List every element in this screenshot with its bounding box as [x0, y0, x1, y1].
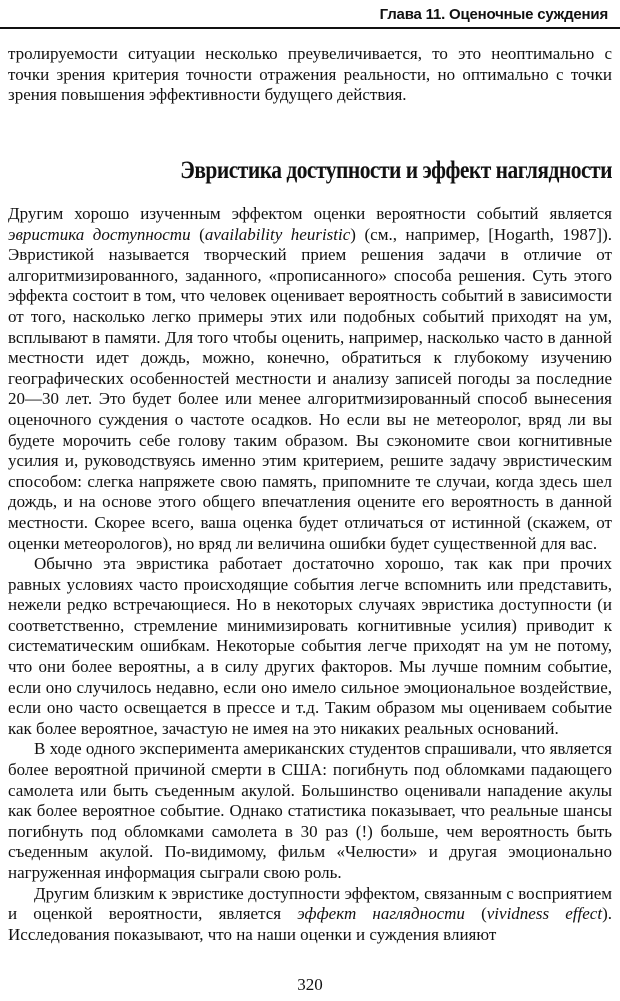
paragraph-4 — [8, 884, 612, 946]
term-english-italic: vividness effect — [486, 904, 603, 924]
running-head — [0, 2, 620, 28]
paragraph-continued: тролируемости ситуации несколько преувеличивается, то это неоптимально с точки зрения критерия точности отражения реальности, но оптимально с точки зрения повышения эффективности будущего действия. — [8, 44, 612, 105]
page-number: 320 — [297, 975, 323, 994]
paragraph-1 — [8, 204, 612, 554]
chapter-title: Глава 11. Оценочные суждения — [379, 6, 608, 23]
text-run: Другим хорошо изученным эффектом оценки вероятности событий является — [8, 204, 612, 223]
paragraph-2: Обычно эта эвристика работает достаточно хорошо, так как при прочих равных условиях часто происходящие события легче вспомнить или представить, нежели редко встречающиеся. Но в некоторых случаях эвристика доступности (и соответственно, стремление минимизировать когнитивные усилия) приводит к систематическим ошибкам. Некоторые события легче приходят на ум не потому, что они более вероятны, а в силу других факторов. Мы лучше помним событие, если оно случилось недавно, если оно имело сильное эмоциональное воздействие, если оно часто освещается в прессе и т.д. Таким образом мы оцениваем событие как более вероятное, зачастую не имея на это никаких реальных оснований. — [8, 554, 612, 738]
text-run: ( — [190, 224, 205, 244]
term-italic: эвристика доступности — [8, 224, 191, 244]
section-body — [8, 204, 612, 945]
section-heading: Эвристика доступности и эффект наглядности — [180, 157, 612, 184]
header-rule — [0, 27, 620, 29]
text-run: Другим близким к эвристике доступности эффектом, связанным с восприятием и оценкой вероятности, является — [8, 883, 612, 924]
continued-text — [8, 44, 612, 106]
text-run: ( — [464, 904, 487, 924]
term-english-italic: availability heuristic — [204, 224, 351, 244]
paragraph-3: В ходе одного эксперимента американских студентов спрашивали, что является более вероятной причиной смерти в США: погибнуть под обломками падающего самолета или быть съеденным акулой. Большинство оценивали нападение акулы как более вероятное событие. Однако статистика показывает, что реальные шансы погибнуть под обломками самолета в 30 раз (!) больше, чем вероятность быть съеденным акулой. По-видимому, фильм «Челюсти» и другая эмоционально нагруженная информация сыграли свою роль. — [8, 739, 612, 882]
text-run: ). Исследования показывают, что на наши оценки и суждения влияют — [8, 904, 612, 944]
text-run: ) (см., например, [Hogarth, 1987]). Эвристикой называется творческий прием решения задачи в отличие от алгоритмизированного, заданного, «прописанного» способа решения. Суть этого эффекта состоит в том, что человек оценивает вероятность событий в зависимости от того, насколько легко примеры этих или подобных событий приходят на ум, всплывают в памяти. Для того чтобы оценить, например, насколько часто в данной местности идет дождь, можно, конечно, обратиться к глубокому изучению географических особенностей местности и анализу записей погоды за последние 20—30 лет. Это будет более или менее алгоритмизированный способ вынесения оценочного суждения о частоте осадков. Но если вы не метеоролог, вряд ли вы будете морочить себе голову таким образом. Вы сэкономите свои когнитивные усилия и, руководствуясь именно этим критерием, решите задачу эвристическим способом: слегка напряжете свою память, припомните те случаи, когда здесь шел дождь, и на основе этого общего впечатления оцените его вероятность в данной местности. Скорее всего, ваша оценка будет отличаться от истинной (скажем, от оценки метеорологов), но вряд ли величина ошибки будет существенной для вас. — [8, 224, 613, 553]
term-italic: эффект наглядности — [297, 904, 465, 924]
